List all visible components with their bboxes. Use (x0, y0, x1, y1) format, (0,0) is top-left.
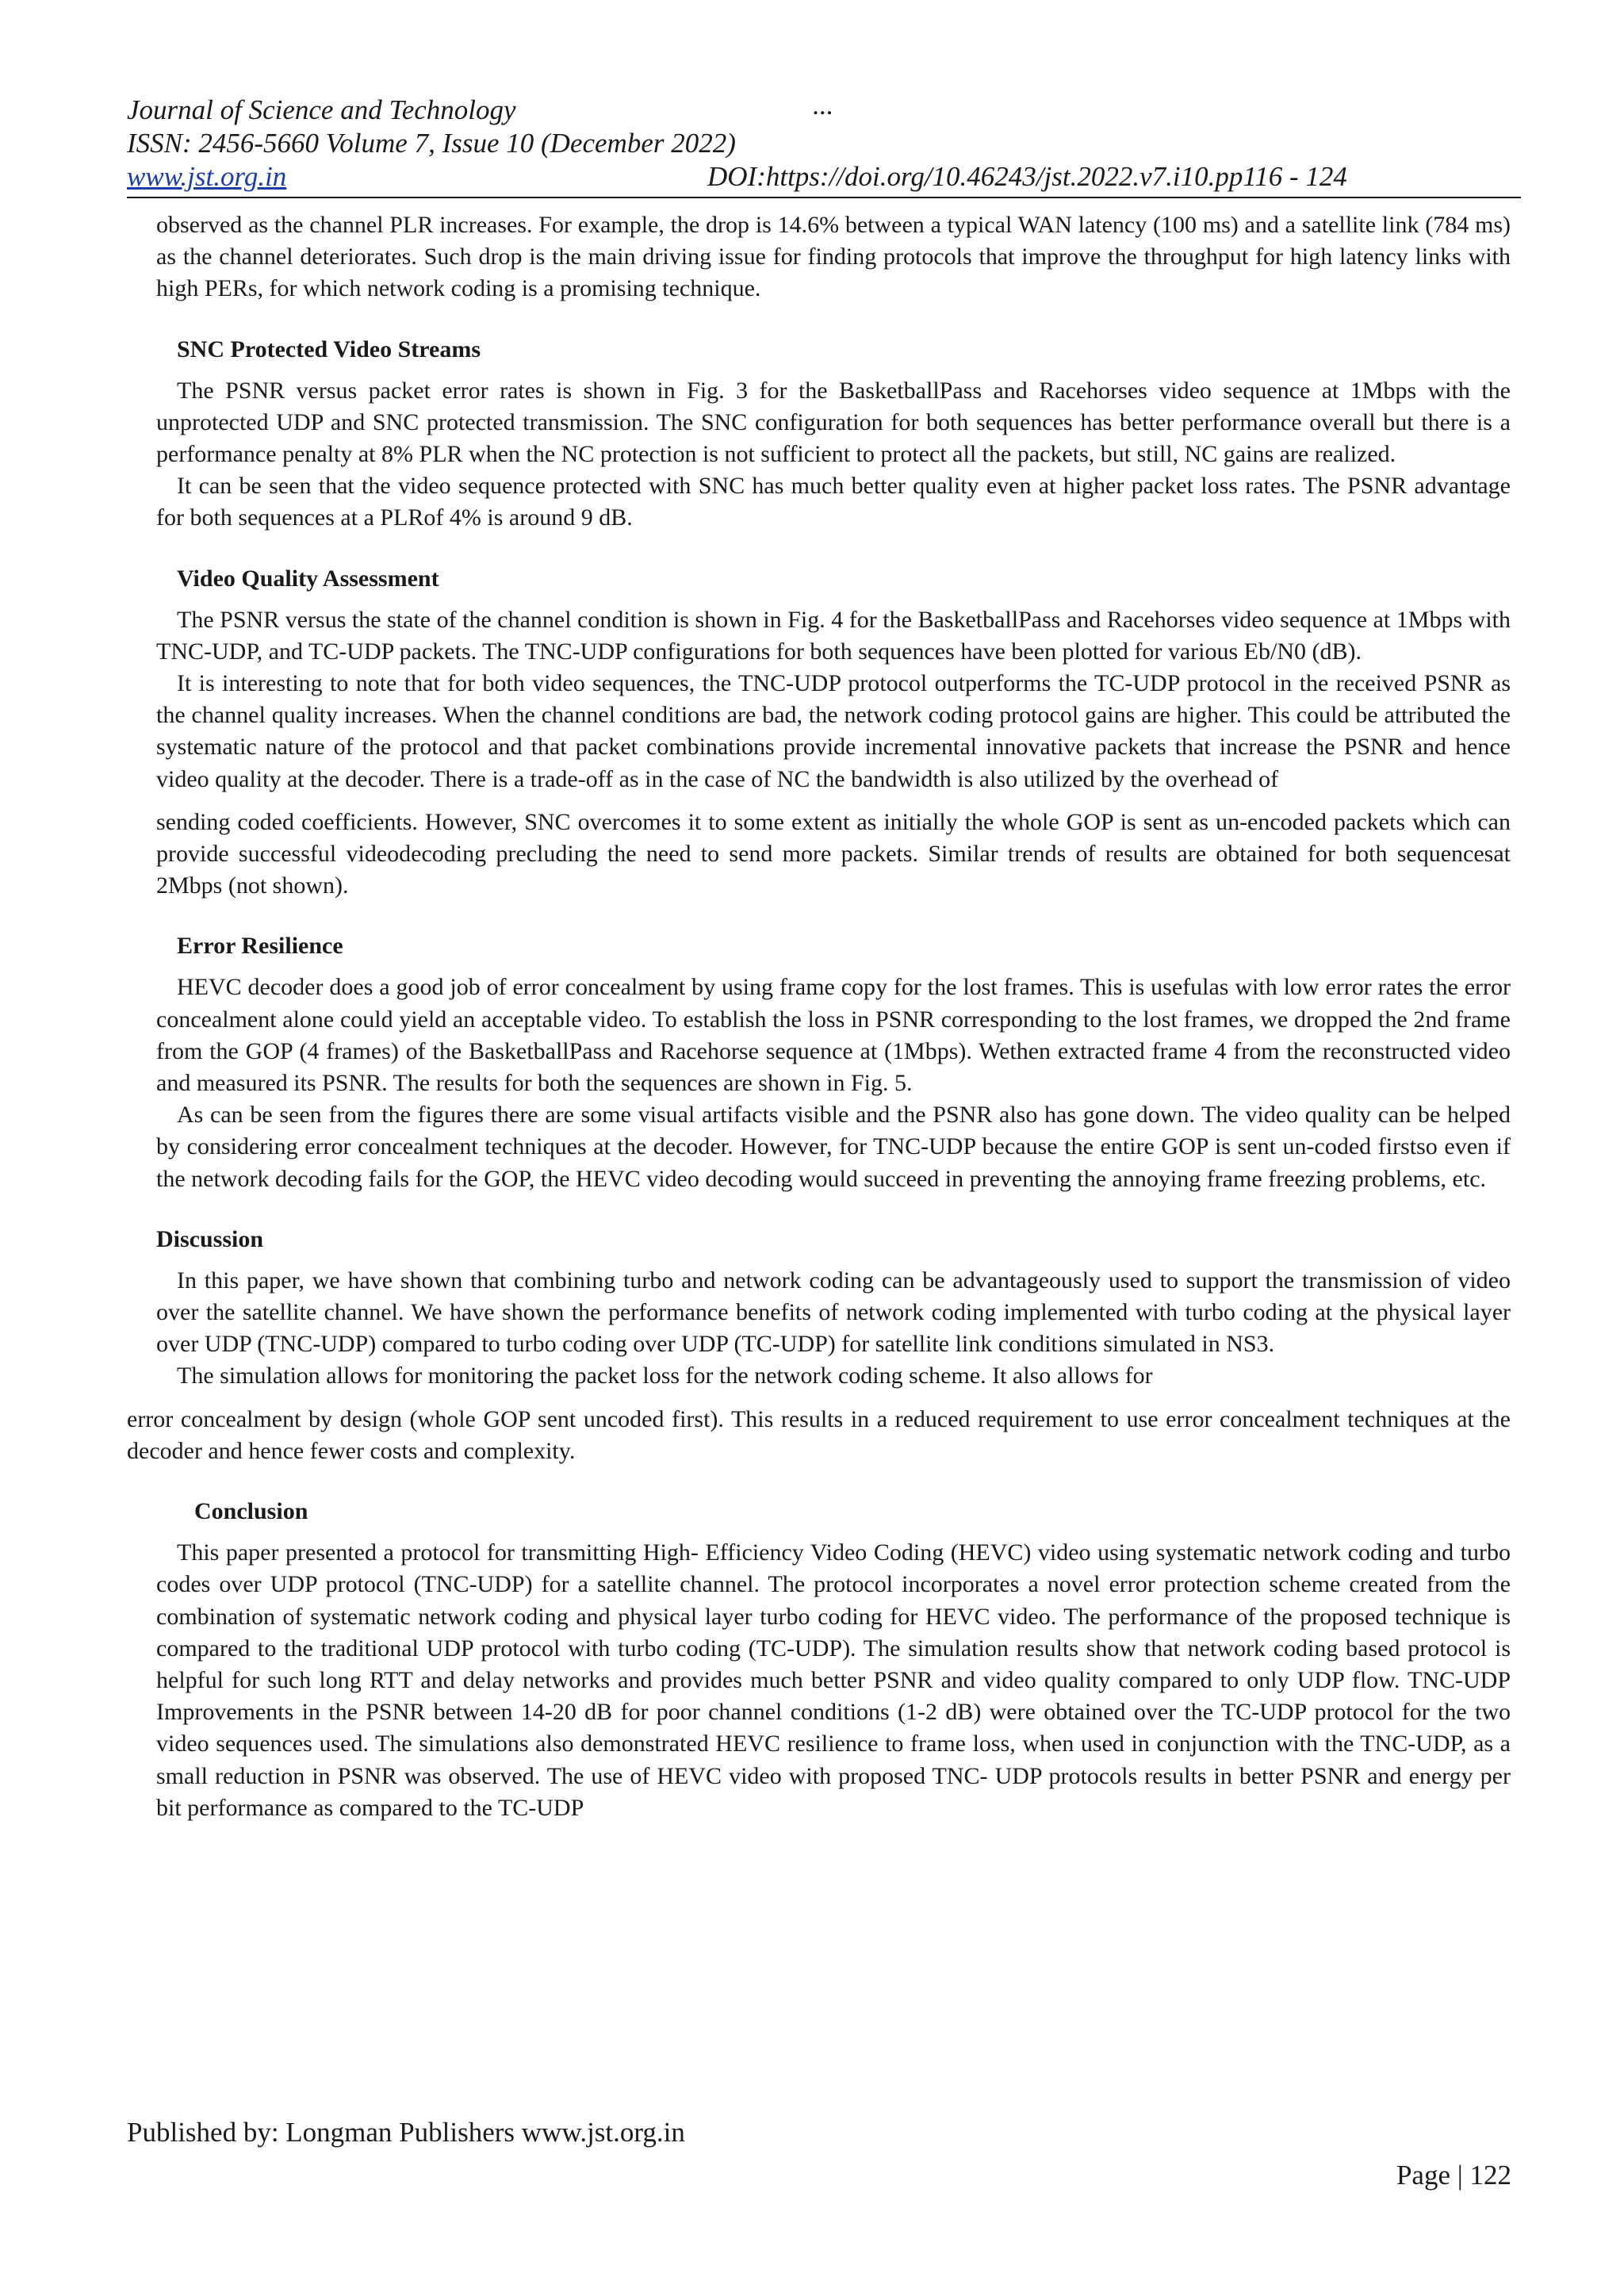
paragraph: The simulation allows for monitoring the packet loss for the network coding scheme. It also allows for (177, 1363, 1153, 1389)
paragraph: It is interesting to note that for both video sequences, the TNC-UDP protocol outperforms the TC-UDP protocol in the received PSNR as the channel quality increases. When the channel conditions are bad, the network coding protocol gains are higher. This could be attributed the systematic nature of the protocol and that packet combinations provide incremental innovative packets that increase the PSNR and hence video quality at the decoder. There is a trade-off as in the case of NC the bandwidth is also utilized by the overhead of (156, 670, 1511, 792)
paragraph: The PSNR versus the state of the channel condition is shown in Fig. 4 for the BasketballPass and Racehorses video sequence at 1Mbps with TNC-UDP, and TC-UDP packets. The TNC-UDP configurations for both sequences have been plotted for various Eb/N0 (dB). (156, 606, 1511, 665)
header-divider (127, 197, 1521, 198)
section-heading-discussion: Discussion (156, 1225, 264, 1252)
paragraph: The PSNR versus packet error rates is shown in Fig. 3 for the BasketballPass and Racehorses video sequence at 1Mbps with the unprotected UDP and SNC protected transmission. The SNC configuration for both sequences has better performance overall but there is a performance penalty at 8% PLR when the NC protection is not sufficient to protect all the packets, but still, NC gains are realized. (156, 377, 1511, 468)
journal-website-link[interactable]: www.jst.org.in (127, 161, 287, 192)
journal-title: Journal of Science and Technology (127, 94, 516, 125)
header-ellipsis: ... (813, 90, 834, 121)
article-body (127, 209, 1511, 1824)
paragraph: sending coded coefficients. However, SNC overcomes it to some extent as initially the whole GOP is sent as un-encoded packets which can provide successful videodecoding precluding the need to send more packets. Similar trends of results are obtained for both sequencesat 2Mbps (not shown). (156, 808, 1511, 899)
section-heading-snc: SNC Protected Video Streams (177, 335, 481, 362)
paragraph: HEVC decoder does a good job of error concealment by using frame copy for the lost frames. This is usefulas with low error rates the error concealment alone could yield an acceptable video. To establish the loss in PSNR corresponding to the lost frames, we dropped the 2nd frame from the GOP (4 frames) of the BasketballPass and Racehorse sequence at (1Mbps). Wethen extracted frame 4 from the reconstructed video and measured its PSNR. The results for both the sequences are shown in Fig. 5. (156, 974, 1511, 1097)
section-heading-conclusion: Conclusion (194, 1498, 308, 1525)
doi-line: DOI:https://doi.org/10.46243/jst.2022.v7.i10.pp116 - 124 (707, 161, 1347, 192)
paragraph: As can be seen from the figures there are some visual artifacts visible and the PSNR also has gone down. The video quality can be helped by considering error concealment techniques at the decoder. However, for TNC-UDP because the entire GOP is sent un-coded firstso even if the network decoding fails for the GOP, the HEVC video decoding would succeed in preventing the annoying frame freezing problems, etc. (156, 1102, 1511, 1192)
section-heading-error-resilience: Error Resilience (177, 933, 343, 960)
paragraph: This paper presented a protocol for transmitting High- Efficiency Video Coding (HEVC) video using systematic network coding and turbo codes over UDP protocol (TNC-UDP) for a satellite channel. The protocol incorporates a novel error protection scheme created from the combination of systematic network coding and physical layer turbo coding for HEVC video. The performance of the proposed technique is compared to the traditional UDP protocol with turbo coding (TC-UDP). The simulation results show that network coding based protocol is helpful for such long RTT and delay networks and provides much better PSNR and video quality compared to only UDP flow. TNC-UDP Improvements in the PSNR between 14-20 dB for poor channel conditions (1-2 dB) were obtained over the TC-UDP protocol for the two video sequences used. The simulations also demonstrated HEVC resilience to frame loss, when used in conjunction with the TNC-UDP, as a small reduction in PSNR was observed. The use of HEVC video with proposed TNC- UDP protocols results in better PSNR and energy per bit performance as compared to the TC-UDP (156, 1539, 1511, 1821)
paragraph: It can be seen that the video sequence protected with SNC has much better quality even at higher packet loss rates. The PSNR advantage for both sequences at a PLRof 4% is around 9 dB. (156, 473, 1511, 531)
issn-line: ISSN: 2456-5660 Volume 7, Issue 10 (December 2022) (127, 128, 736, 159)
page-number: Page | 122 (1396, 2160, 1511, 2191)
intro-paragraph: observed as the channel PLR increases. For example, the drop is 14.6% between a typical WAN latency (100 ms) and a satellite link (784 ms) as the channel deteriorates. Such drop is the main driving issue for finding protocols that improve the throughput for high latency links with high PERs, for which network coding is a promising technique. (156, 212, 1511, 302)
journal-title-row (127, 90, 1521, 127)
issn-row (127, 127, 1521, 160)
paragraph: In this paper, we have shown that combining turbo and network coding can be advantageously used to support the transmission of video over the satellite channel. We have shown the performance benefits of network coding implemented with turbo coding at the physical layer over UDP (TNC-UDP) compared to turbo coding over UDP (TC-UDP) for satellite link conditions simulated in NS3. (156, 1267, 1511, 1358)
section-heading-video-quality: Video Quality Assessment (177, 565, 439, 592)
link-row (127, 160, 1521, 194)
running-header (127, 90, 1521, 194)
paragraph: error concealment by design (whole GOP sent uncoded first). This results in a reduced requirement to use error concealment techniques at the decoder and hence fewer costs and complexity. (127, 1405, 1511, 1464)
publisher-footer: Published by: Longman Publishers www.jst.org.in (127, 2117, 685, 2148)
